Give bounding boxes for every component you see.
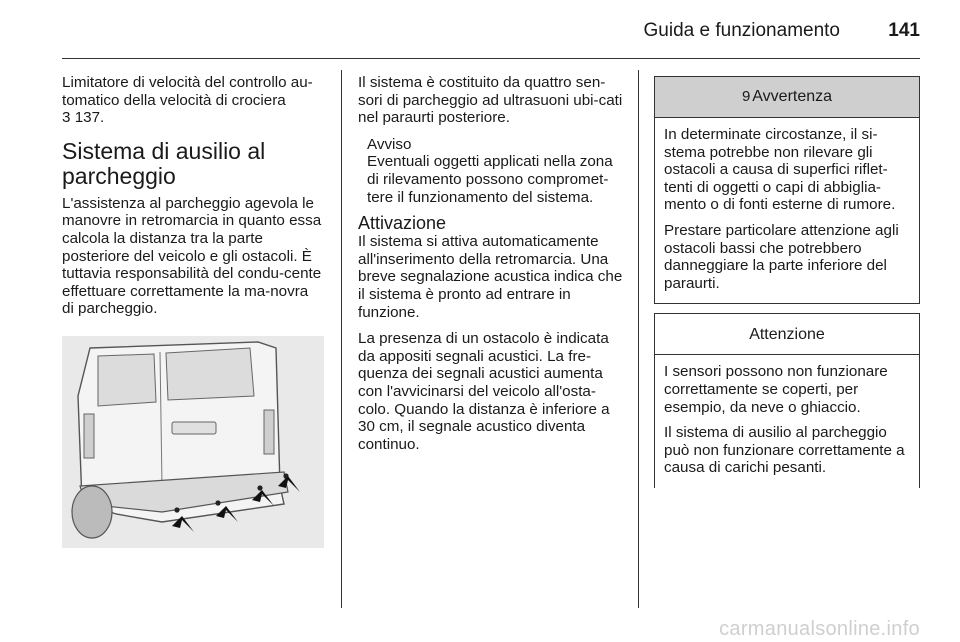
section-title: Guida e funzionamento — [643, 20, 840, 41]
parking-sensor-3 — [257, 485, 262, 490]
tail-light — [84, 414, 94, 458]
warning-text-1: In determinate circostanze, il si-stema potrebbe non rilevare gli ostacoli a causa di superfici riflet-tenti di oggetti o capi di abbiglia-mento o di fonti esterne di rumore. — [664, 126, 896, 214]
tail-light-right — [264, 410, 274, 454]
notice-block — [367, 136, 624, 206]
obstacle-signal-paragraph: La presenza di un ostacolo è indicata da appositi segnali acustici. La fre-quenza dei segnali acustici aumenta con l'avvicinarsi del veicolo all'osta-colo. Quando la distanza è inferiore a 30 cm, il segnale acustico diventa continuo. — [358, 330, 610, 453]
column-divider-1 — [341, 70, 342, 608]
parking-sensor-1 — [174, 507, 179, 512]
rear-wheel — [72, 486, 112, 538]
heading-activation: Attivazione — [358, 213, 447, 234]
warning-box — [654, 76, 920, 304]
watermark: carmanualsonline.info — [719, 618, 920, 640]
header-divider — [62, 58, 920, 59]
column-left — [62, 74, 324, 548]
warning-triangle-icon: 9 — [741, 88, 751, 106]
page-reference[interactable]: 137. — [74, 109, 105, 127]
notice-text: Eventuali oggetti applicati nella zona di rilevamento possono compromet-tere il funzionamento del sistema. — [367, 153, 613, 206]
rear-window-right — [166, 348, 254, 400]
heading-parking-assist: Sistema di ausilio al parcheggio — [62, 137, 266, 189]
sensors-paragraph: Il sistema è costituito da quattro sen-sori di parcheggio ad ultrasuoni ubi-cati nel paraurti posteriore. — [358, 74, 623, 127]
column-right — [654, 76, 920, 497]
column-middle — [358, 74, 624, 462]
activation-paragraph: Il sistema si attiva automaticamente all'inserimento della retromarcia. Una breve segnalazione acustica indica che il sistema è pronto ad entrare in funzione. — [358, 233, 623, 321]
reference-arrow-icon[interactable]: 3 — [62, 109, 71, 127]
van-rear-svg — [62, 336, 324, 548]
column-divider-2 — [638, 70, 639, 608]
rear-window-left — [98, 354, 156, 406]
warning-text-2: Prestare particolare attenzione agli ostacoli bassi che potrebbero danneggiare la parte inferiore del paraurti. — [664, 221, 899, 292]
attention-header — [655, 314, 919, 355]
parking-sensor-2 — [215, 500, 220, 505]
warning-title: Avvertenza — [752, 88, 833, 106]
van-rear-sensors-illustration — [62, 336, 324, 548]
intro-paragraph: Limitatore di velocità del controllo au- tomatico della velocità di crociera 3 137. — [62, 74, 313, 127]
attention-box — [654, 313, 920, 488]
parking-assist-intro: L'assistenza al parcheggio agevola le manovre in retromarcia in quanto essa calcola la distanza tra la parte posteriore del veicolo e gli ostacoli. È tuttavia responsabilità del condu-cente effettuare correttamente la ma-novra di parcheggio. — [62, 194, 322, 318]
notice-label: Avviso — [367, 135, 412, 153]
attention-text-1: I sensori possono non funzionare correttamente se coperti, per esempio, da neve o ghiaccio. — [664, 363, 888, 416]
attention-text-2: Il sistema di ausilio al parcheggio può non funzionare correttamente a causa di carichi pesanti. — [664, 424, 905, 477]
warning-header — [655, 77, 919, 118]
attention-body — [655, 355, 919, 488]
page-header — [62, 14, 920, 54]
page-number: 141 — [888, 20, 920, 41]
warning-body — [655, 118, 919, 303]
license-plate-area — [172, 422, 216, 434]
attention-title: Attenzione — [749, 325, 825, 343]
